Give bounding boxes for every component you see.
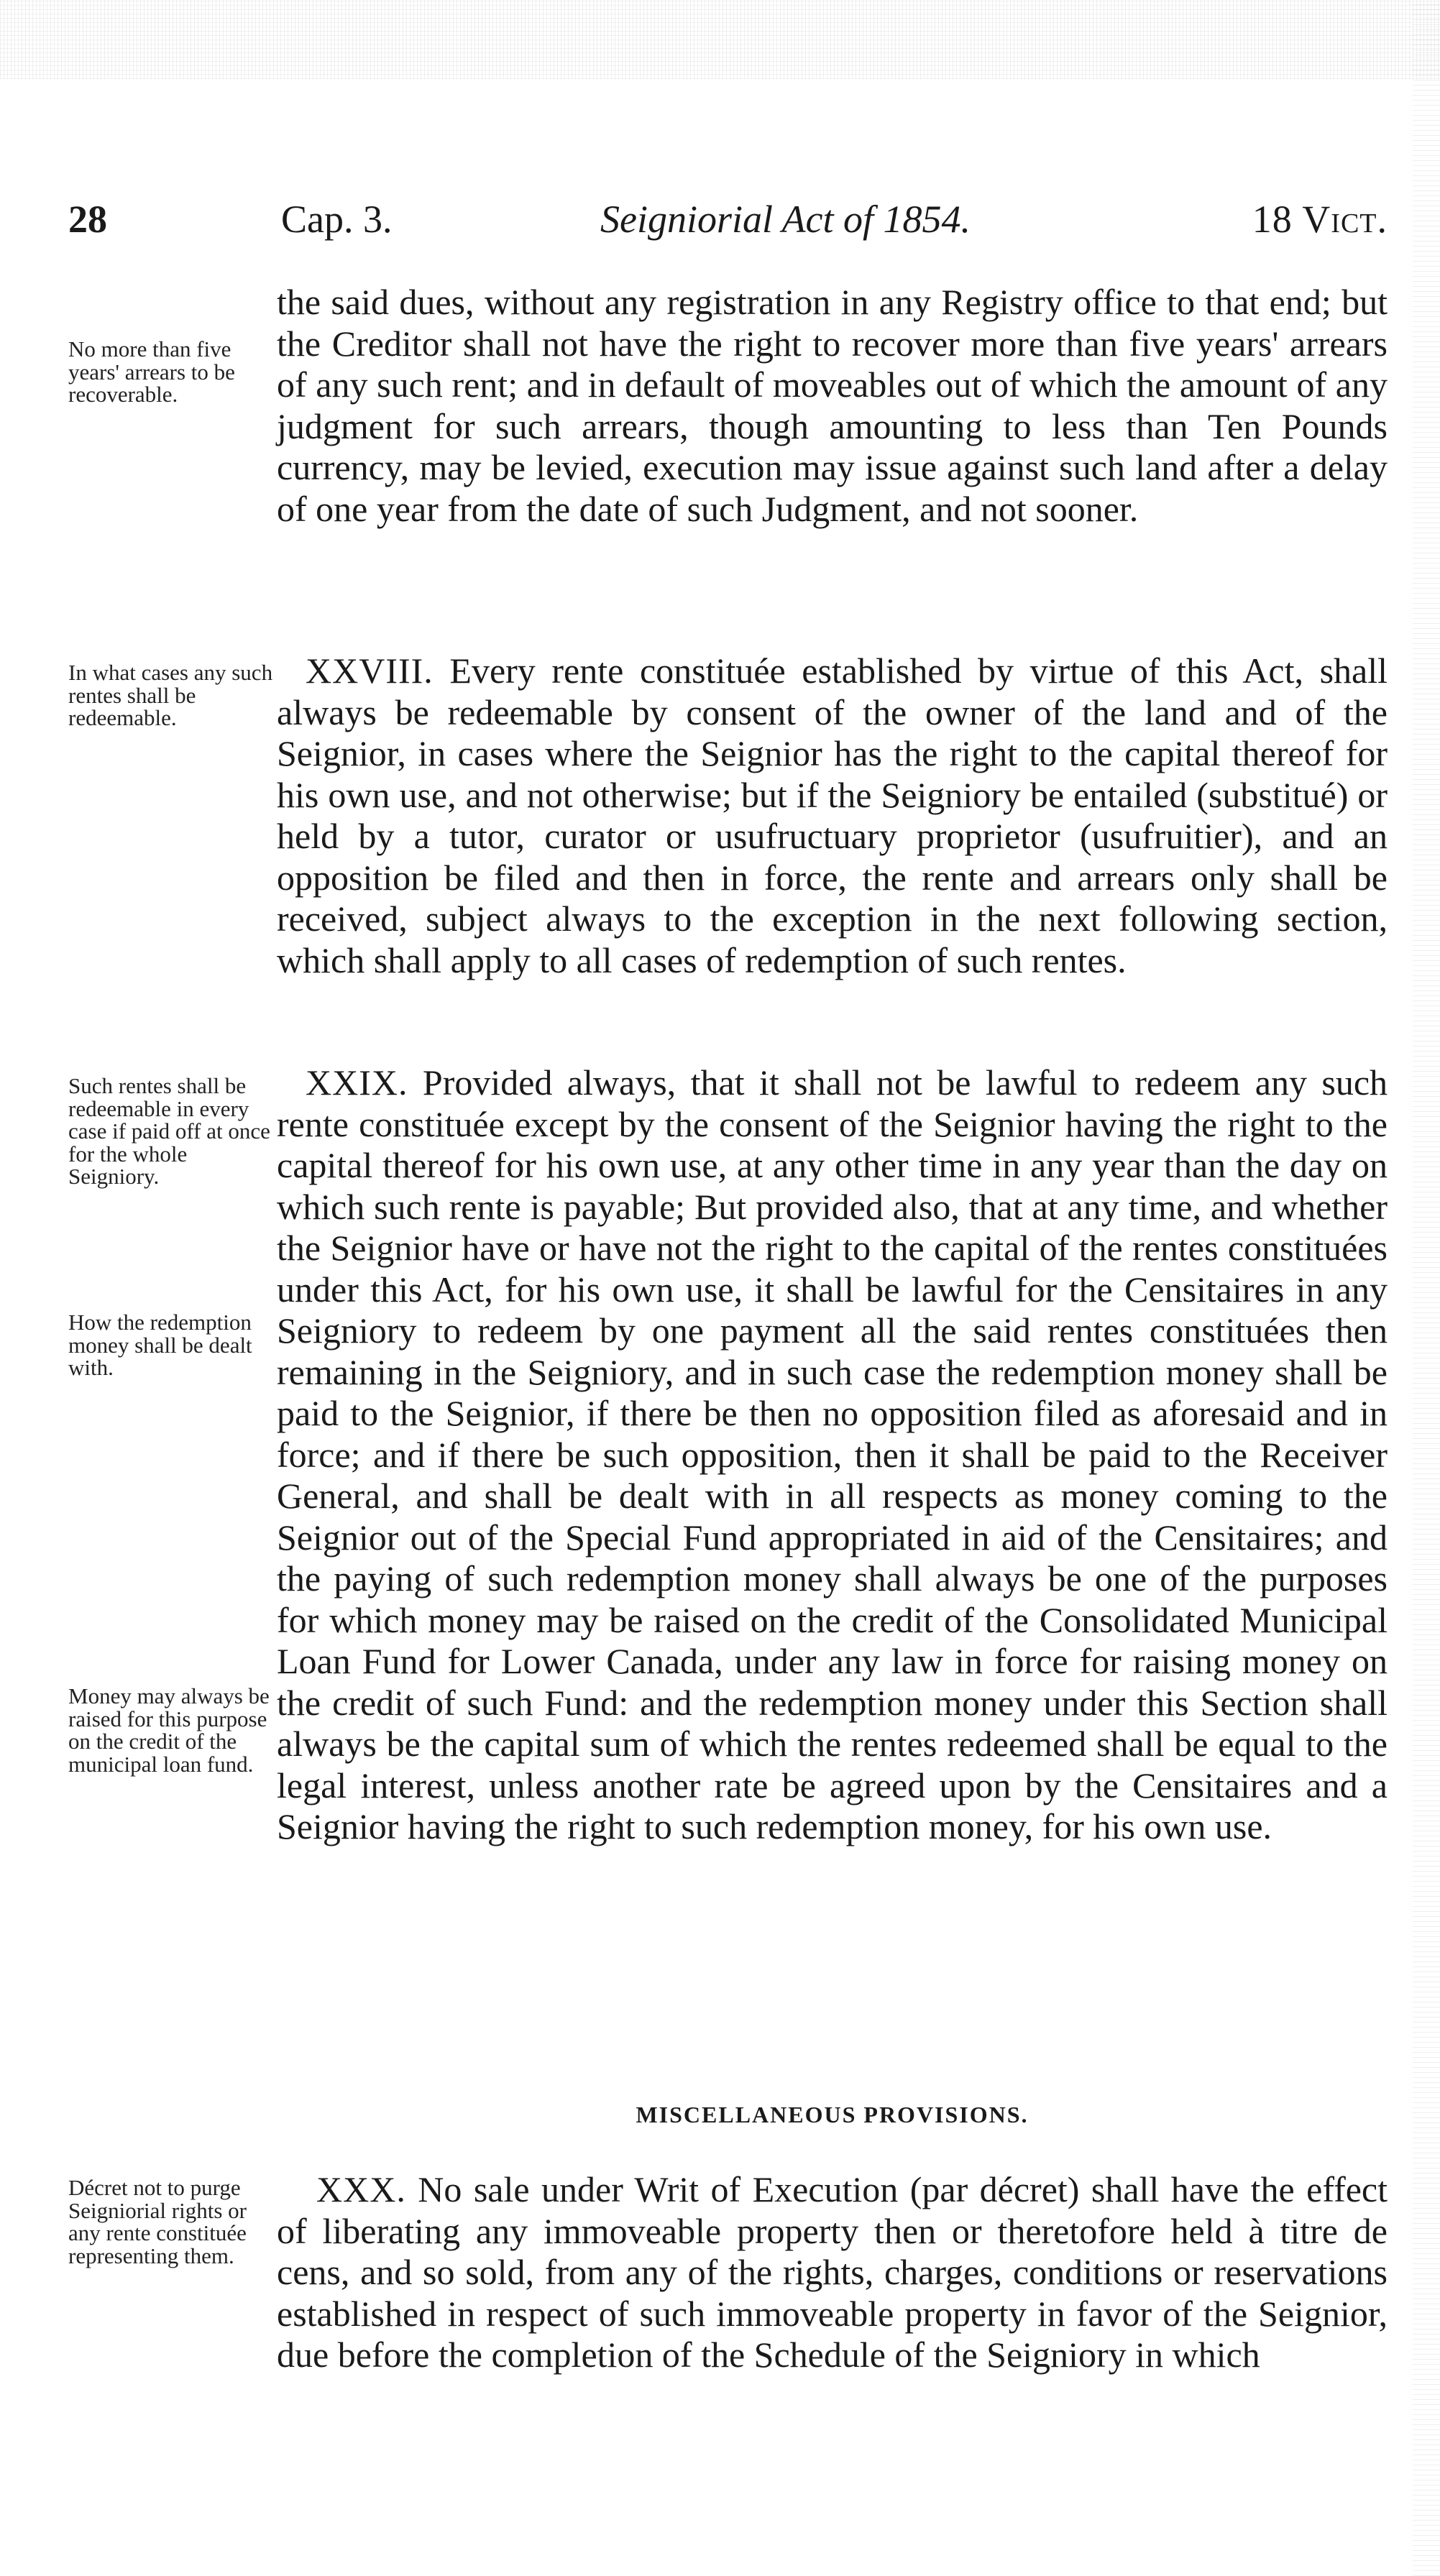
section-28-number: XXVIII. xyxy=(306,650,434,691)
section-30 xyxy=(277,2169,1388,2376)
sidenote-money-raised: Money may always be raised for this purpose on the credit of the municipal loan fund. xyxy=(68,1683,270,1777)
section-29 xyxy=(277,1062,1388,1848)
sidenote-redeemable: In what cases any such rentes shall be redeemable. xyxy=(68,660,273,730)
section-28-text: Every rente constituée established by virtue of this Act, shall always be redeemable by consent of the owner of the land and of the Seignior, in cases where the Seignior has the right to the capital thereof for his own use, and not otherwise; but if the Seigniory be entailed (substitué) or held by a tutor, curator or usufructuary proprietor (usufruitier), and an opposition be filed and then in force, the rente and arrears only shall be received, subject always to the exception in the next following section, which shall apply to all cases of redemption of such rentes. xyxy=(277,650,1388,980)
scan-noise-top xyxy=(0,0,1440,79)
running-header xyxy=(68,194,1388,252)
sidenote-arrears: No more than five years' arrears to be recoverable. xyxy=(68,336,235,407)
section-28 xyxy=(277,650,1388,981)
chapter-label: Cap. 3. xyxy=(281,198,393,241)
section-30-number: XXX. xyxy=(316,2169,406,2209)
scan-noise-edge xyxy=(1413,0,1440,2576)
regnal-year: 18 Vict. xyxy=(1252,198,1388,241)
section-30-text: No sale under Writ of Execution (par décret) shall have the effect of liberating any immoveable property then or theretofore held à titre de cens, and so sold, from any of the rights, charges, conditions or reservations established in respect of such immoveable property in favor of the Seignior, due before the completion of the Schedule of the Seigniory in which xyxy=(277,2169,1388,2375)
section-29-number: XXIX. xyxy=(306,1062,408,1103)
sidenote-every-case: Such rentes shall be redeemable in every case if paid off at once for the whole Seigniory. xyxy=(68,1073,270,1189)
sidenote-redemption-money: How the redemption money shall be dealt with. xyxy=(68,1310,252,1380)
section-29-text: Provided always, that it shall not be lawful to redeem any such rente constituée except by the consent of the Seignior having the right to the capital thereof for his own use, at any other time in any year than the day on which such rente is payable; But provided also, that at any time, and whether the Seignior have or have not the right to the capital of the rentes constituées under this Act, for his own use, it shall be lawful for the Censitaires in any Seigniory to redeem by one payment all the said rentes constituées then remaining in the Seigniory, and in such case the redemption money shall be paid to the Seignior, if there be then no opposition filed as aforesaid and in force; and if there be such opposition, then it shall be paid to the Receiver General, and shall be dealt with in all respects as money coming to the Seignior out of the Special Fund appropriated in aid of the Censitaires; and the paying of such redemption money shall always be one of the purposes for which money may be raised on the credit of the Consolidated Municipal Loan Fund for Lower Canada, under any law in force for raising money on the credit of such Fund: and the redemption money under this Section shall always be the capital sum of which the rentes redeemed shall be equal to the legal interest, unless another rate be agreed upon by the Censitaires and a Seignior having the right to such redemption money, for his own use. xyxy=(277,1062,1388,1846)
act-title: Seigniorial Act of 1854. xyxy=(600,198,971,241)
section-heading-misc: MISCELLANEOUS PROVISIONS. xyxy=(636,2102,1029,2128)
sidenote-decret: Décret not to purge Seigniorial rights or any rente constituée representing them. xyxy=(68,2175,247,2268)
page-number: 28 xyxy=(68,198,107,241)
continuation-paragraph: the said dues, without any registration in any Registry office to that end; but the Creditor shall not have the right to recover more than five years' arrears of any such rent; and in default of moveables out of which the amount of any judgment for such arrears, though amounting to less than Ten Pounds currency, may be levied, execution may issue against such land after a delay of one year from the date of such Judgment, and not sooner. xyxy=(277,282,1388,529)
